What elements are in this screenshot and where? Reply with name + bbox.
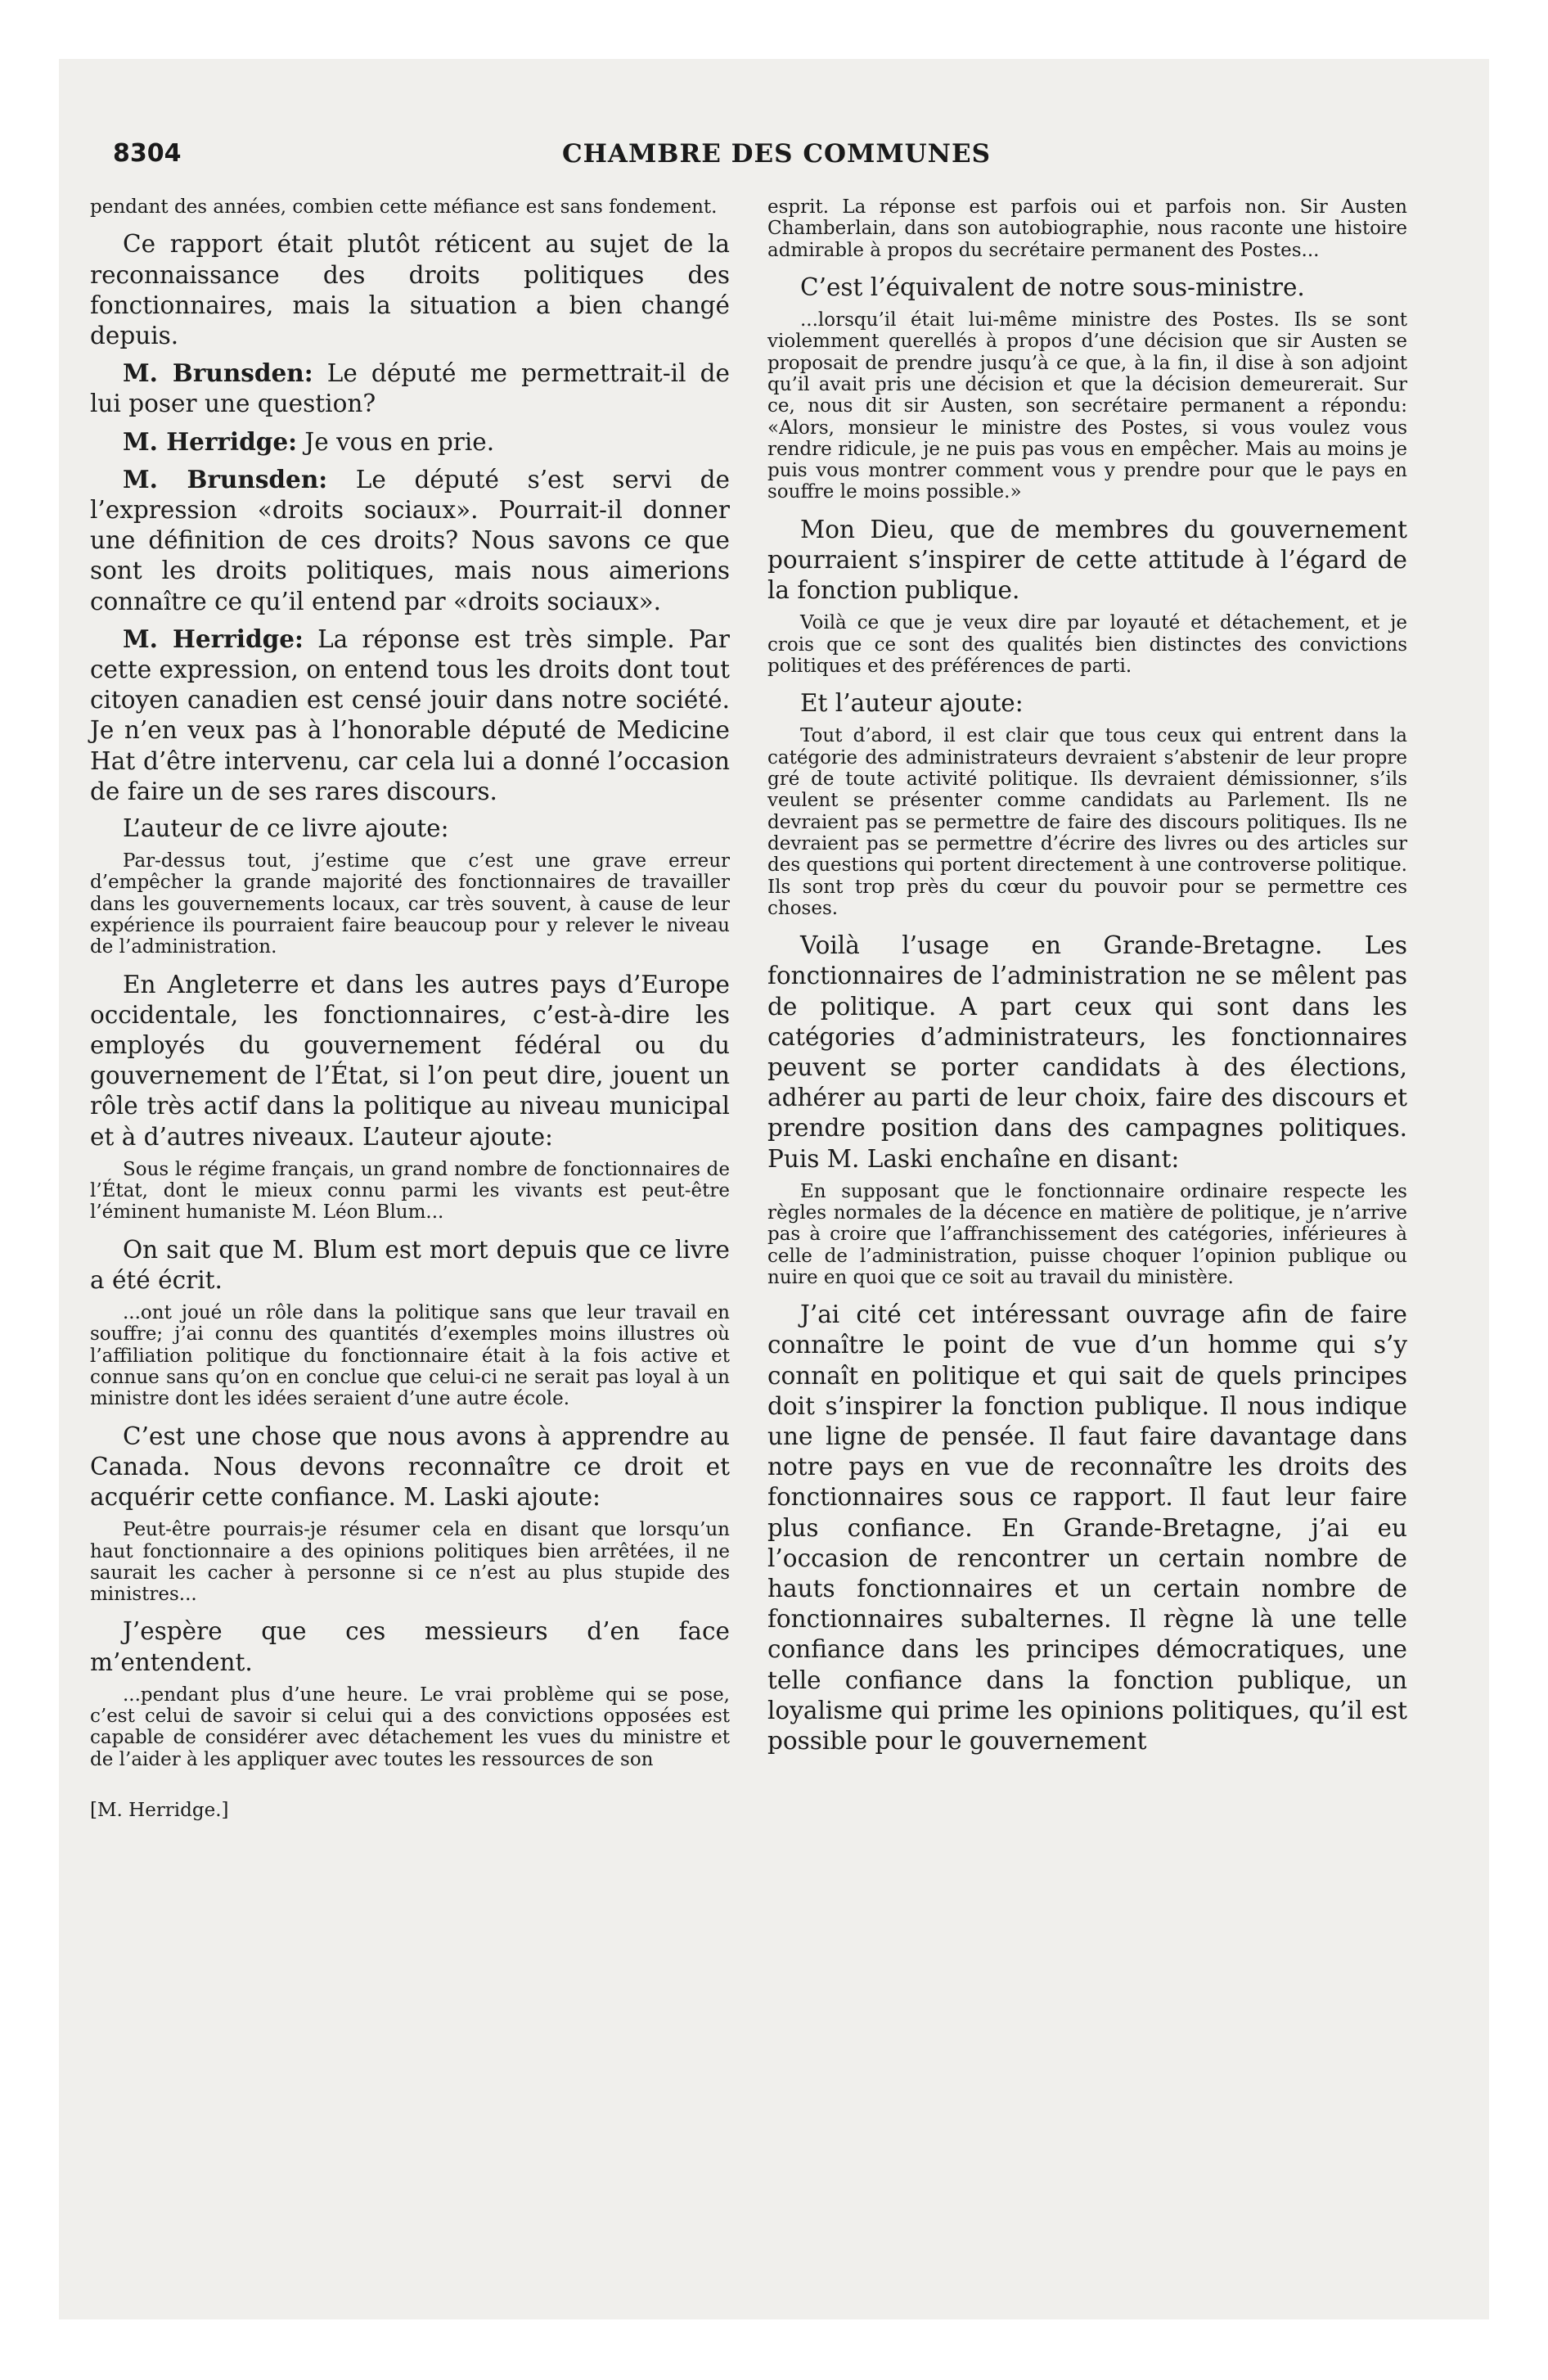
paragraph-text: Voilà ce que je veux dire par loyauté et détachement, et je crois que ce sont des qualités bien distinctes des convictions politiques et des préférences de parti.	[767, 612, 1407, 677]
paragraph-text: esprit. La réponse est parfois oui et parfois non. Sir Austen Chamberlain, dans son autobiographie, nous raconte une histoire admirable à propos du secrétaire permanent des Postes...	[767, 196, 1407, 261]
speaker-name: M. Herridge:	[123, 624, 304, 653]
left-column	[90, 196, 730, 1821]
body-paragraph	[90, 1616, 730, 1677]
speech-paragraph	[90, 358, 730, 419]
body-paragraph	[90, 1422, 730, 1513]
paragraph-text: ...ont joué un rôle dans la politique sans que leur travail en souffre; j’ai connu des quantités d’exemples moins illustres où l’affiliation politique du fonctionnaire était à la fois active et connue sans qu’on en conclue que celui-ci ne serait pas loyal à un ministre dont les idées seraient d’une autre école.	[90, 1302, 730, 1410]
paragraph-text: On sait que M. Blum est mort depuis que ce livre a été écrit.	[90, 1235, 730, 1294]
speech-paragraph	[90, 464, 730, 617]
running-title: CHAMBRE DES COMMUNES	[561, 139, 992, 169]
paragraph-text: J’espère que ces messieurs d’en face m’entendent.	[90, 1617, 730, 1676]
body-paragraph	[90, 1235, 730, 1296]
paragraph-text: ...lorsqu’il était lui-même ministre des Postes. Ils se sont violemment querellés à propos d’une décision que sir Austen se proposait de prendre jusqu’à ce que, à la fin, il dise à son adjoint qu’il avait pris une décision et que la décision demeurerait. Sur ce, nous dit sir Austen, son secrétaire permanent a répondu: «Alors, monsieur le ministre des Postes, si vous voulez vous rendre ridicule, je ne puis pas vous en empêcher. Mais au moins je puis vous montrer comment vous y prendre pour que le pays en souffre le moins possible.»	[767, 309, 1407, 503]
body-paragraph	[767, 515, 1407, 606]
quoted-paragraph	[767, 196, 1407, 261]
speech-paragraph	[90, 426, 730, 458]
body-paragraph	[767, 1300, 1407, 1756]
quoted-paragraph	[90, 850, 730, 958]
quoted-paragraph	[767, 309, 1407, 503]
speaker-attribution: [M. Herridge.]	[90, 1800, 229, 1822]
paragraph-text: J’ai cité cet intéressant ouvrage afin de faire connaître le point de vue d’un homme qui s’y connaît en politique et qui sait de quels principes doit s’inspirer la fonction publique. Il nous indique une ligne de pensée. Il faut faire davantage dans notre pays en vue de reconnaître les droits des fonctionnaires sous ce rapport. Il faut leur faire plus confiance. En Grande-Bretagne, j’ai eu l’occasion de rencontrer un certain nombre de hauts fonctionnaires et un certain nombre de fonctionnaires subalternes. Il règne là une telle confiance dans les principes démocratiques, une telle confiance dans la fonction publique, un loyalisme qui prime les opinions politiques, qu’il est possible pour le gouvernement	[767, 1300, 1407, 1756]
speech-paragraph	[90, 624, 730, 807]
quoted-paragraph	[90, 1684, 730, 1770]
paragraph-text: Et l’auteur ajoute:	[800, 689, 1024, 718]
page-number: 8304	[113, 139, 182, 168]
speaker-name: M. Brunsden:	[123, 464, 328, 494]
paragraph-text: C’est l’équivalent de notre sous-ministre.	[800, 273, 1305, 301]
body-paragraph	[767, 931, 1407, 1174]
paragraph-text: Je vous en prie.	[297, 427, 495, 456]
quoted-paragraph	[767, 725, 1407, 919]
paragraph-text: Ce rapport était plutôt réticent au sujet de la reconnaissance des droits politiques des fonctionnaires, mais la situation a bien changé depuis.	[90, 230, 730, 349]
page-header	[113, 139, 1440, 172]
paragraph-text: La réponse est très simple. Par cette expression, on entend tous les droits dont tout citoyen canadien est censé jouir dans notre société. Je n’en veux pas à l’honorable député de Medicine Hat d’être intervenu, car cela lui a donné l’occasion de faire un de ses rares discours.	[90, 624, 730, 805]
paragraph-text: Sous le régime français, un grand nombre de fonctionnaires de l’État, dont le mieux connu parmi les vivants est peut-être l’éminent humaniste M. Léon Blum...	[90, 1158, 730, 1224]
body-paragraph	[90, 970, 730, 1152]
quoted-paragraph	[90, 1519, 730, 1605]
body-paragraph	[90, 229, 730, 351]
right-column	[767, 196, 1407, 1763]
speaker-name: M. Brunsden:	[123, 358, 313, 388]
paragraph-text: ...pendant plus d’une heure. Le vrai problème qui se pose, c’est celui de savoir si celui qui a des convictions opposées est capable de considérer avec détachement les vues du ministre et de l’aider à les appliquer avec toutes les ressources de son	[90, 1684, 730, 1770]
paragraph-text: En Angleterre et dans les autres pays d’Europe occidentale, les fonctionnaires, c’est-à-dire les employés du gouvernement fédéral ou du gouvernement de l’État, si l’on peut dire, jouent un rôle très actif dans la politique au niveau municipal et à d’autres niveaux. L’auteur ajoute:	[90, 970, 730, 1151]
body-paragraph	[90, 814, 730, 844]
quoted-paragraph	[90, 1159, 730, 1224]
quoted-paragraph	[90, 1302, 730, 1409]
paragraph-text: Peut-être pourrais-je résumer cela en disant que lorsqu’un haut fonctionnaire a des opinions politiques bien arrêtées, il ne saurait les cacher à personne si ce n’est au plus stupide des ministres...	[90, 1519, 730, 1606]
paragraph-text: Le député me permettrait-il de lui poser une question?	[90, 359, 730, 418]
paragraph-text: Par-dessus tout, j’estime que c’est une grave erreur d’empêcher la grande majorité des fonctionnaires de travailler dans les gouvernements locaux, car très souvent, à cause de leur expérience ils pourraient faire beaucoup pour y relever le niveau de l’administration.	[90, 850, 730, 958]
paragraph-text: pendant des années, combien cette méfiance est sans fondement.	[90, 196, 718, 218]
speaker-name: M. Herridge:	[123, 426, 298, 456]
paragraph-text: Tout d’abord, il est clair que tous ceux qui entrent dans la catégorie des administrateurs devraient s’abstenir de leur propre gré de toute activité politique. Ils devraient démissionner, s’ils veulent se présenter comme candidats au Parlement. Ils ne devraient pas se permettre de faire des discours politiques. Ils ne devraient pas se permettre d’écrire des livres ou des articles sur des questions qui portent directement à une controverse politique. Ils sont trop près du cœur du pouvoir pour se permettre ces choses.	[767, 725, 1407, 919]
paragraph-text: En supposant que le fonctionnaire ordinaire respecte les règles normales de la décence en matière de politique, je n’arrive pas à croire que l’affranchissement des catégories, inférieures à celle de l’administration, puisse choquer l’opinion publique ou nuire en quoi que ce soit au travail du ministère.	[767, 1180, 1407, 1288]
body-paragraph	[767, 688, 1407, 719]
paragraph-text: Voilà l’usage en Grande-Bretagne. Les fonctionnaires de l’administration ne se mêlent pas de politique. A part ceux qui sont dans les catégories d’administrateurs, les fonctionnaires peuvent se porter candidats à des élections, adhérer au parti de leur choix, faire des discours et prendre position dans des campagnes politiques. Puis M. Laski enchaîne en disant:	[767, 931, 1407, 1173]
paragraph-text: C’est une chose que nous avons à apprendre au Canada. Nous devons reconnaître ce droit et acquérir cette confiance. M. Laski ajoute:	[90, 1422, 730, 1512]
paragraph-text: Le député s’est servi de l’expression «droits sociaux». Pourrait-il donner une définition de ces droits? Nous savons ce que sont les droits politiques, mais nous aimerions connaître ce qu’il entend par «droits sociaux».	[90, 465, 730, 615]
quoted-paragraph	[90, 196, 730, 218]
paragraph-text: Mon Dieu, que de membres du gouvernement pourraient s’inspirer de cette attitude à l’égard de la fonction publique.	[767, 515, 1407, 605]
paragraph-text: L’auteur de ce livre ajoute:	[123, 814, 449, 842]
body-paragraph	[767, 273, 1407, 303]
quoted-paragraph	[767, 1181, 1407, 1288]
quoted-paragraph	[767, 612, 1407, 677]
